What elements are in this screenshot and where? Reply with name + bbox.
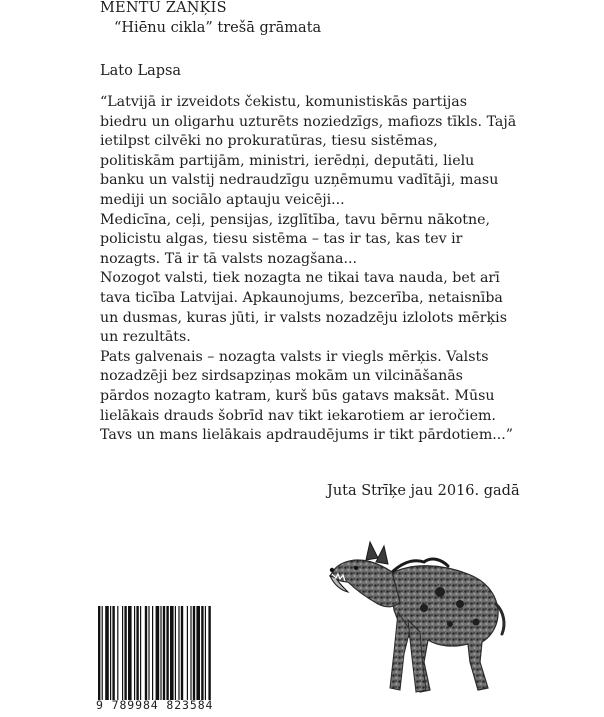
barcode-bar	[181, 606, 183, 700]
isbn-number: 9 789984 823584	[96, 698, 214, 712]
quote-block	[100, 93, 600, 446]
barcode-bar	[136, 606, 138, 700]
barcode-bar	[205, 606, 206, 700]
quote-line: pārdos nozagto katram, kurš būs gatavs maksāt. Mūsu	[100, 387, 495, 404]
barcode-bar	[190, 606, 191, 700]
barcode-bar	[187, 606, 188, 700]
barcode-bars	[96, 606, 242, 700]
barcode-bar	[175, 606, 176, 700]
book-subtitle: “Hiēnu cikla” trešā grāmata	[114, 20, 322, 36]
barcode-bar	[98, 606, 100, 700]
quote-line: policistu algas, tiesu sistēma – tas ir tas, kas tev ir	[100, 231, 463, 248]
barcode-bar	[117, 606, 118, 700]
barcode-bar	[208, 606, 210, 700]
hyena-icon	[320, 512, 510, 702]
quote-line: un rezultāts.	[100, 329, 191, 346]
quote-line: nozadzēji bez sirdsapziņas mokām un vilcināšanās	[100, 368, 463, 385]
quote-line: banku un valstij nedraudzīgu uzņēmumu vadītāji, masu	[100, 172, 499, 189]
barcode-bar	[134, 606, 135, 700]
barcode-bar	[110, 606, 111, 700]
barcode-bar	[201, 606, 203, 700]
barcode-bar	[156, 606, 160, 700]
barcode-bar	[105, 606, 109, 700]
barcode	[96, 606, 242, 700]
quote-line: Pats galvenais – nozagta valsts ir viegls mērķis. Valsts	[100, 348, 489, 365]
barcode-bar	[166, 606, 168, 700]
barcode-bar	[170, 606, 174, 700]
barcode-bar	[196, 606, 200, 700]
quote-line: Nozogot valsti, tiek nozagta ne tikai tava nauda, bet arī	[100, 270, 500, 287]
barcode-bar	[148, 606, 149, 700]
barcode-bar	[152, 606, 153, 700]
book-author: Lato Lapsa	[100, 63, 182, 79]
barcode-bar	[145, 606, 147, 700]
quote-line: Tavs un mans lielākais apdraudējums ir tikt pārdotiem...”	[100, 427, 514, 444]
quote-line: Medicīna, ceļi, pensijas, izglītība, tavu bērnu nākotne,	[100, 211, 490, 228]
quote-line: ietilpst cilvēki no prokuratūras, tiesu sistēmas,	[100, 133, 438, 150]
quote-line: un dusmas, kuras jūti, ir valsts nozadzēju izlolots mērķis	[100, 309, 507, 326]
barcode-bar	[128, 606, 132, 700]
quote-line: “Latvijā ir izveidots čekistu, komunistiskās partijas	[100, 94, 468, 110]
quote-signature: Juta Strīķe jau 2016. gadā	[327, 483, 520, 499]
quote-line: lielākais drauds šobrīd nav tikt iekarotiem ar ieročiem.	[100, 407, 496, 424]
barcode-bar	[112, 606, 114, 700]
quote-line: nozagts. Tā ir tā valsts nozagšana...	[100, 250, 357, 267]
quote-line: biedru un oligarhu uzturēts noziedzīgs, mafiozs tīkls. Tajā	[100, 113, 517, 130]
barcode-bar	[178, 606, 179, 700]
quote-line: mediji un sociālo aptauju veicēji...	[100, 191, 345, 208]
barcode-bar	[140, 606, 141, 700]
book-title: MENTU ZAŅĶIS	[100, 0, 227, 16]
barcode-bar	[122, 606, 123, 700]
barcode-bar	[102, 606, 103, 700]
quote-line: tava ticība Latvijai. Apkaunojums, bezcerība, netaisnība	[100, 289, 503, 306]
barcode-bar	[124, 606, 126, 700]
quote-line: politiskām partijām, ministri, ierēdņi, deputāti, lielu	[100, 152, 475, 169]
barcode-bar	[163, 606, 165, 700]
hyena-illustration	[320, 512, 510, 702]
barcode-bar	[193, 606, 195, 700]
barcode-bar	[160, 606, 161, 700]
